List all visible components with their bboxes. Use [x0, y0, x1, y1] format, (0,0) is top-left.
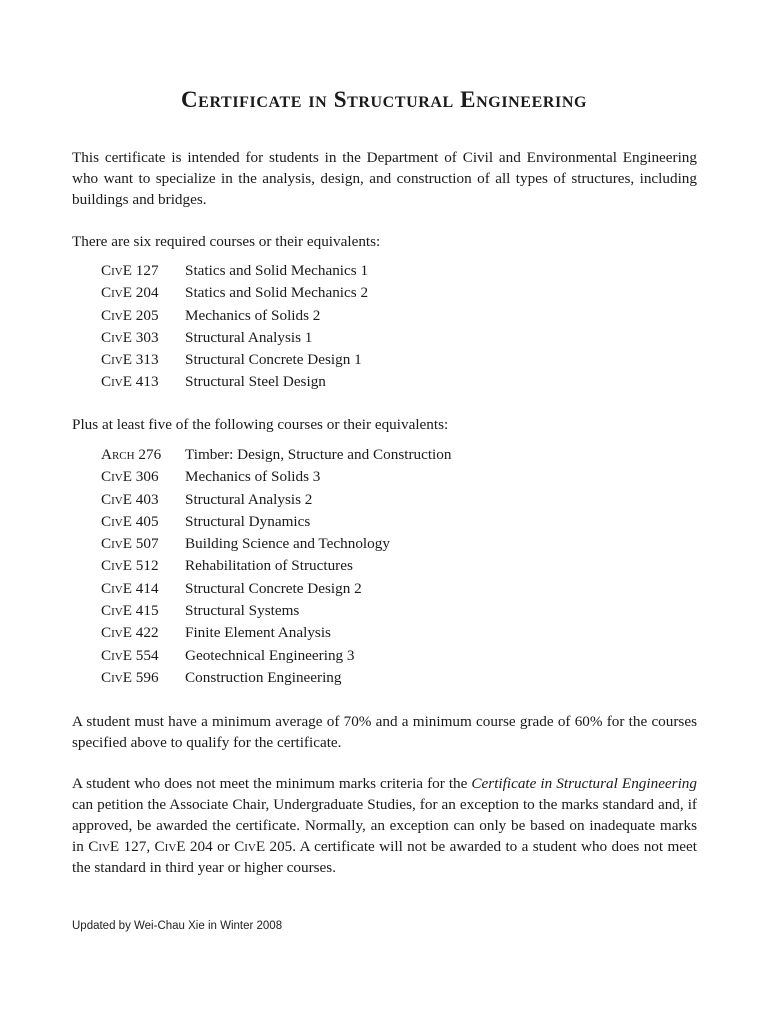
- course-row: [101, 622, 521, 644]
- course-code: CivE 512: [101, 557, 159, 575]
- course-row: [101, 511, 521, 533]
- course-row: [101, 260, 521, 282]
- elective-course-list: [101, 444, 521, 689]
- required-course-list: [101, 260, 521, 394]
- minimum-average-paragraph: A student must have a minimum average of 70% and a minimum course grade of 60% for the courses specified above to qualify for the certificate.: [72, 713, 697, 751]
- required-heading: There are six required courses or their equivalents:: [72, 233, 381, 250]
- course-name: Mechanics of Solids 3: [185, 468, 321, 486]
- course-row: [101, 349, 521, 371]
- course-row: [101, 667, 521, 689]
- course-name: Structural Analysis 1: [185, 328, 313, 346]
- course-code: CivE 415: [101, 602, 159, 620]
- course-name: Structural Steel Design: [185, 373, 326, 391]
- petition-course-b: CivE 204: [154, 838, 213, 855]
- elective-heading: Plus at least five of the following courses or their equivalents:: [72, 416, 449, 433]
- footer-note: Updated by Wei-Chau Xie in Winter 2008: [72, 920, 283, 932]
- intro-paragraph: This certificate is intended for students in the Department of Civil and Environmental Engineering who want to specialize in the analysis, design, and construction of all types of structures, including buildings and bridges.: [72, 149, 697, 208]
- course-name: Structural Concrete Design 2: [185, 579, 362, 597]
- course-name: Structural Analysis 2: [185, 490, 313, 508]
- course-name: Statics and Solid Mechanics 2: [185, 284, 369, 302]
- course-row: [101, 466, 521, 488]
- petition-sep-b: or: [212, 838, 235, 855]
- course-code: CivE 313: [101, 351, 159, 369]
- petition-text-3: . A certificate will not be awarded to a student who does not meet the standard in third year or higher courses.: [72, 838, 698, 876]
- course-code: CivE 405: [101, 512, 159, 530]
- course-name: Geotechnical Engineering 3: [185, 646, 355, 664]
- petition-course-a: CivE 127: [88, 838, 147, 855]
- course-code: CivE 596: [101, 668, 159, 686]
- course-row: [101, 444, 521, 466]
- course-name: Construction Engineering: [185, 668, 342, 686]
- course-row: [101, 327, 521, 349]
- course-name: Building Science and Technology: [185, 535, 390, 553]
- course-row: [101, 371, 521, 393]
- course-code: CivE 204: [101, 284, 159, 302]
- course-name: Timber: Design, Structure and Construction: [185, 446, 452, 463]
- page-title: Certificate in Structural Engineering: [180, 87, 588, 112]
- course-code: CivE 306: [101, 468, 159, 486]
- course-name: Finite Element Analysis: [185, 624, 331, 642]
- course-code: CivE 303: [101, 328, 159, 346]
- course-row: [101, 600, 521, 622]
- course-name: Structural Concrete Design 1: [185, 351, 362, 369]
- petition-text-2: can petition the Associate Chair, Undergraduate Studies, for an exception to the marks standard and, if approved, be awarded the certificate. Normally, an exception can only be based on inadequate marks in: [72, 796, 697, 855]
- course-code: CivE 554: [101, 646, 159, 664]
- course-code: CivE 507: [101, 535, 159, 553]
- course-code: CivE 403: [101, 490, 159, 508]
- course-name: Rehabilitation of Structures: [185, 557, 353, 575]
- course-name: Statics and Solid Mechanics 1: [185, 262, 369, 279]
- certificate-name: Certificate in Structural Engineering: [471, 775, 697, 792]
- course-row: [101, 305, 521, 327]
- course-code: CivE 413: [101, 373, 159, 391]
- course-code: CivE 422: [101, 624, 159, 642]
- course-row: [101, 282, 521, 304]
- course-name: Mechanics of Solids 2: [185, 306, 321, 324]
- course-row: [101, 578, 521, 600]
- course-row: [101, 555, 521, 577]
- course-row: [101, 645, 521, 667]
- petition-course-c: CivE 205: [234, 838, 293, 855]
- course-code: CivE 127: [101, 262, 159, 279]
- course-code: CivE 414: [101, 579, 159, 597]
- course-row: [101, 533, 521, 555]
- course-code: CivE 205: [101, 306, 159, 324]
- course-name: Structural Dynamics: [185, 512, 311, 530]
- course-name: Structural Systems: [185, 602, 300, 620]
- petition-sep-a: ,: [146, 838, 155, 855]
- course-code: Arch 276: [101, 446, 162, 463]
- course-row: [101, 489, 521, 511]
- petition-paragraph: [72, 773, 697, 878]
- petition-text-1: A student who does not meet the minimum marks criteria for the: [72, 775, 472, 792]
